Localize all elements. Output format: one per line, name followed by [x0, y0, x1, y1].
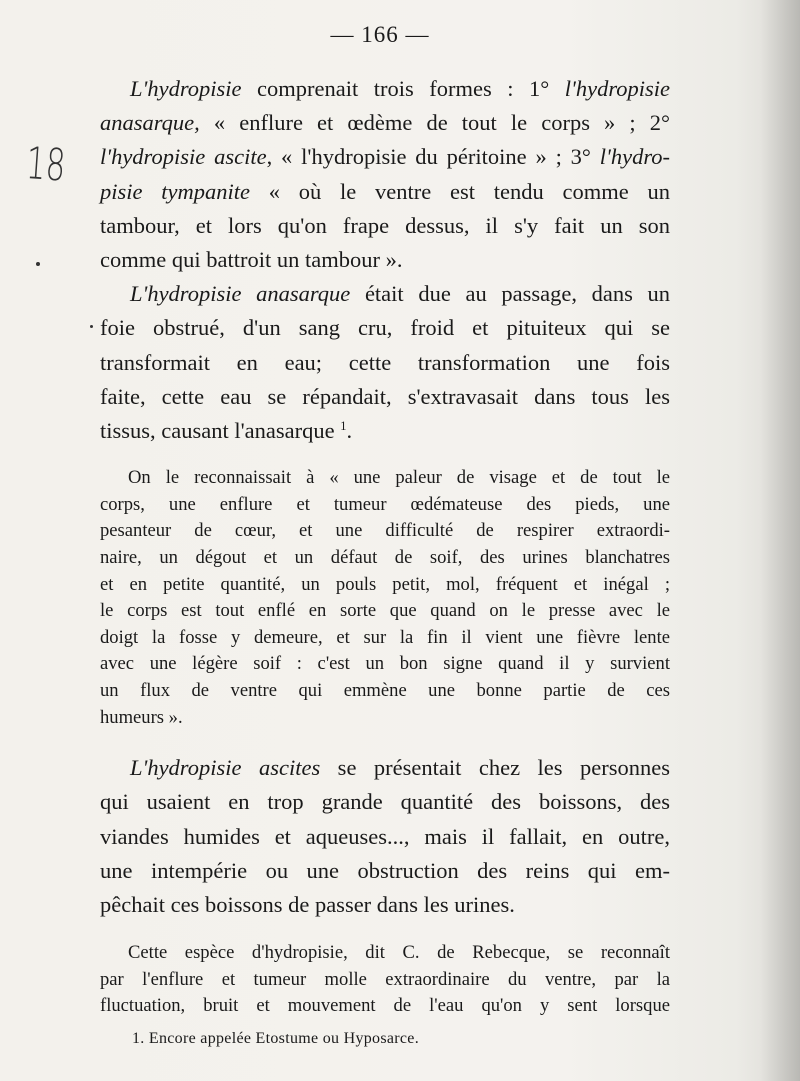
text-line: humeurs ».: [100, 706, 183, 728]
text-line: viandes humides et aqueuses..., mais il fallait, en outre,: [100, 823, 670, 849]
text-line: pisie tympanite « où le ventre est tendu comme un: [100, 178, 670, 204]
text-line: On le reconnaissait à « une paleur de visage et de tout le: [128, 467, 670, 489]
quote-rebecque: [100, 940, 670, 1020]
paragraph-ascites: [100, 751, 670, 922]
text-line: transformait en eau; cette transformation une fois: [100, 349, 670, 375]
paragraph-anasarque: [100, 277, 670, 448]
text-line: par l'enflure et tumeur molle extraordinaire du ventre, par la: [100, 968, 670, 990]
text-line: le corps est tout enflé en sorte que quand on le presse avec le: [100, 600, 670, 622]
page-number: — 166 —: [330, 22, 430, 47]
text-line: corps, une enflure et tumeur œdémateuse des pieds, une: [100, 493, 670, 515]
margin-dot: [90, 325, 93, 328]
paragraph-hydropisie-forms: [100, 72, 670, 277]
margin-dot: [36, 262, 40, 266]
quote-anasarque-symptoms: [100, 465, 670, 731]
text-line: et en petite quantité, un pouls petit, mol, fréquent et inégal ;: [100, 573, 670, 595]
text-line: pesanteur de cœur, et une difficulté de respirer extraordi-: [100, 520, 670, 542]
text-line: anasarque, « enflure et œdème de tout le corps » ; 2°: [100, 110, 670, 136]
text-line: qui usaient en trop grande quantité des boissons, des: [100, 789, 670, 815]
text-line: pêchait ces boissons de passer dans les urines.: [100, 891, 515, 917]
text-line: l'hydropisie ascite, « l'hydropisie du péritoine » ; 3° l'hydro-: [100, 144, 671, 170]
text-line: tissus, causant l'anasarque $^1$.: [100, 418, 353, 444]
text-line: avec une légère soif : c'est un bon signe quand il y survient: [100, 653, 670, 675]
text-line: fluctuation, bruit et mouvement de l'eau qu'on y sent lorsque: [100, 995, 670, 1017]
footnote: 1. Encore appelée Etostume ou Hyposarce.: [132, 1030, 420, 1047]
text-line: comme qui battroit un tambour ».: [100, 247, 403, 273]
text-line: foie obstrué, d'un sang cru, froid et pituiteux qui se: [100, 315, 670, 341]
text-line: faite, cette eau se répandait, s'extravasait dans tous les: [100, 383, 670, 409]
text-line: L'hydropisie ascites se présentait chez les personnes: [130, 755, 670, 781]
text-line: L'hydropisie comprenait trois formes : 1° l'hydropisie: [130, 76, 670, 101]
main-text: [100, 60, 670, 1020]
handwritten-margin-mark: 18: [24, 138, 68, 192]
text-line: une intempérie ou une obstruction des reins qui em-: [100, 857, 670, 883]
footnote-ref: 1: [340, 419, 347, 433]
text-line: doigt la fosse y demeure, et sur la fin il vient une fièvre lente: [100, 626, 670, 648]
text-line: Cette espèce d'hydropisie, dit C. de Rebecque, se reconnaît: [128, 942, 670, 964]
text-line: tambour, et lors qu'on frape dessus, il s'y fait un son: [100, 212, 670, 238]
text-line: un flux de ventre qui emmène une bonne partie de ces: [100, 679, 670, 701]
text-line: L'hydropisie anasarque était due au passage, dans un: [130, 281, 670, 307]
text-line: naire, un dégout et un défaut de soif, des urines blanchatres: [100, 547, 670, 569]
page-edge-shadow: [760, 0, 800, 1081]
